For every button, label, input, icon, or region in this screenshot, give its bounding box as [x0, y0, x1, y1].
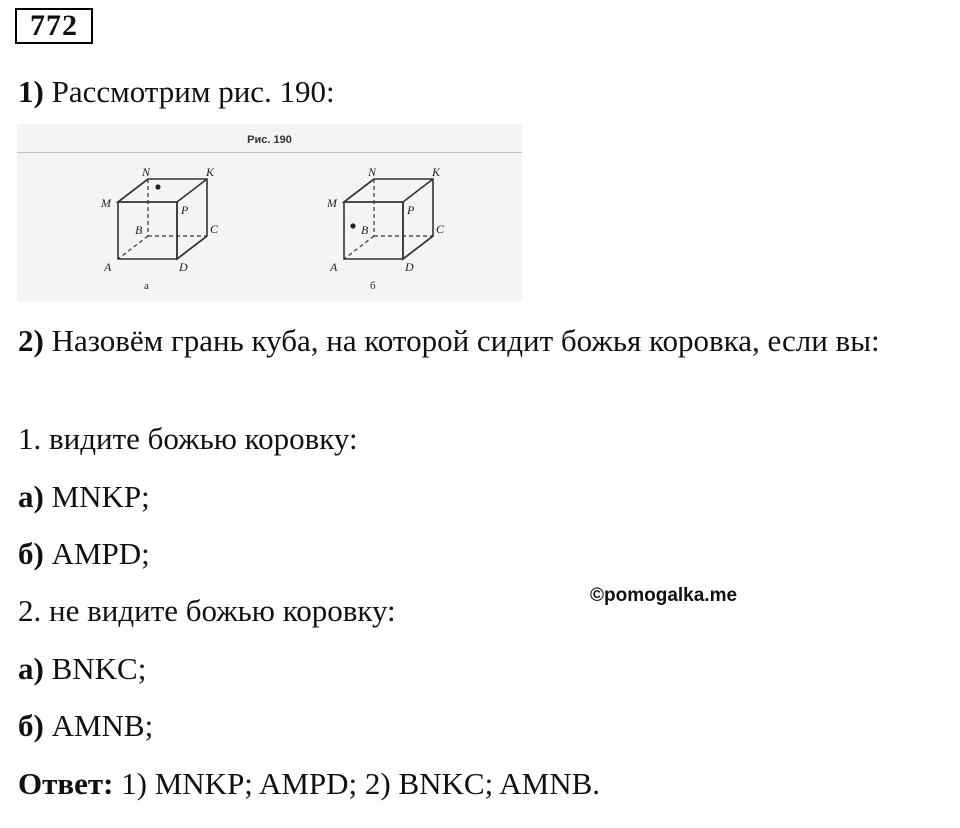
cube-b-vertex-c: C — [436, 222, 445, 236]
cube-a-vertex-c: C — [210, 222, 219, 236]
see-b-value: AMPD; — [43, 536, 150, 571]
see-heading: 1. видите божью коровку: — [18, 421, 358, 456]
answer-text: 1) MNKP; AMPD; 2) BNKC; AMNB. — [113, 766, 601, 801]
not-see-heading: 2. не видите божью коровку: — [18, 593, 396, 628]
not-see-a-label: а) — [18, 651, 44, 686]
not-see-b-label: б) — [18, 708, 44, 743]
problem-number: 772 — [15, 8, 93, 44]
step-2-label: 2) — [18, 323, 44, 358]
see-b-label: б) — [18, 536, 44, 571]
cube-b-vertex-n: N — [368, 165, 377, 179]
cube-diagrams — [17, 124, 522, 301]
cube-a-ladybug — [155, 184, 160, 189]
cube-b — [344, 179, 433, 259]
cube-b-vertex-a: A — [330, 260, 338, 274]
step-1-text: Рассмотрим рис. 190: — [43, 74, 335, 109]
cube-a-vertex-b: B — [135, 223, 143, 237]
cube-b-ladybug — [350, 223, 355, 228]
cube-a-vertex-a: A — [104, 260, 112, 274]
step-2-text: Назовём грань куба, на которой сидит божья коровка, если вы: — [43, 323, 880, 358]
cube-a-vertex-p: P — [181, 203, 189, 217]
figure-caption: Рис. 190 — [247, 134, 292, 146]
cube-b-vertex-p: P — [407, 203, 415, 217]
cube-a — [118, 179, 207, 259]
step-1-label: 1) — [18, 74, 44, 109]
not-see-a-value: BNKC; — [43, 651, 147, 686]
cube-a-vertex-d: D — [179, 260, 188, 274]
see-a-label: а) — [18, 479, 44, 514]
cube-a-vertex-k: K — [206, 165, 215, 179]
cube-b-vertex-k: K — [432, 165, 441, 179]
answer-label: Ответ: — [18, 766, 114, 801]
see-b — [18, 536, 150, 572]
cube-a-sublabel: а — [144, 280, 149, 292]
cube-a-vertex-n: N — [142, 165, 151, 179]
cube-b-sublabel: б — [370, 280, 376, 292]
cube-a-vertex-m: M — [101, 196, 111, 210]
not-see-b-value: AMNB; — [43, 708, 154, 743]
not-see-a — [18, 651, 146, 687]
cube-b-vertex-b: B — [361, 223, 369, 237]
not-see-b — [18, 708, 153, 744]
step-1 — [18, 74, 335, 110]
see-a — [18, 479, 150, 515]
figure-190 — [17, 124, 522, 301]
step-2 — [18, 322, 946, 360]
answer — [18, 766, 600, 802]
cube-b-vertex-m: M — [327, 196, 337, 210]
see-a-value: MNKP; — [43, 479, 150, 514]
cube-b-vertex-d: D — [405, 260, 414, 274]
watermark: ©pomogalka.me — [590, 585, 738, 606]
